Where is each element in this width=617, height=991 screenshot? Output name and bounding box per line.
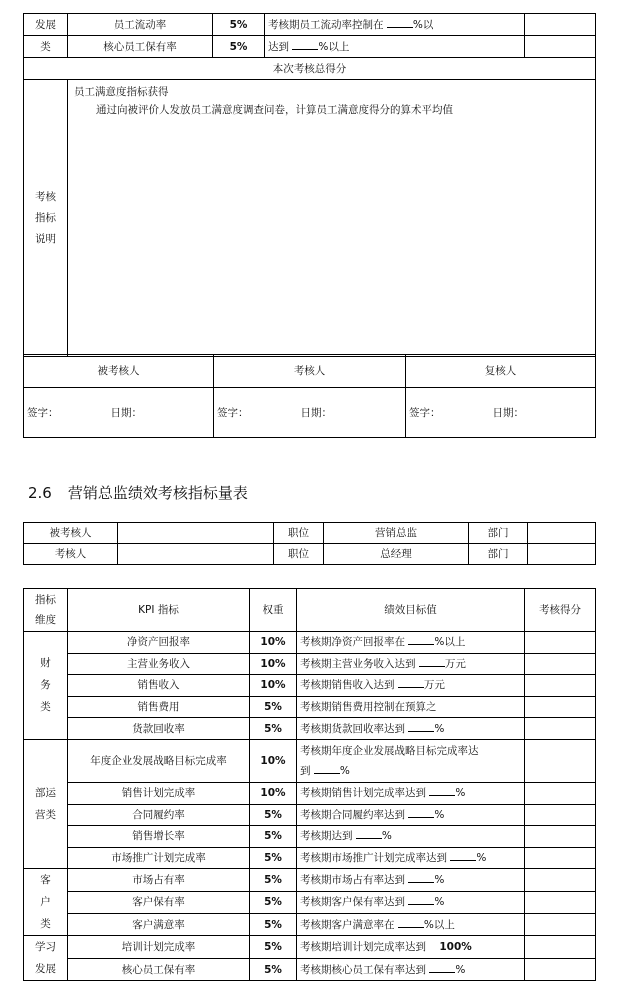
- weight-cell: 5%: [213, 14, 265, 36]
- kpi-target-cell: 考核期培训计划完成率达到 100%: [297, 936, 525, 959]
- kpi-weight-cell: 10%: [250, 653, 297, 675]
- kpi-indicator-cell: 销售费用: [68, 696, 250, 718]
- description-title: 员工满意度指标获得: [74, 86, 169, 98]
- blank-line: [429, 960, 455, 973]
- kpi-row: [24, 847, 596, 869]
- kpi-weight-cell: 10%: [250, 782, 297, 804]
- blank-line: [419, 654, 445, 667]
- position-label: 职位: [274, 523, 324, 544]
- dimension-cell: 部运 营类: [24, 739, 68, 868]
- kpi-indicator-cell: 净资产回报率: [68, 632, 250, 654]
- section-heading: [28, 482, 248, 503]
- kpi-weight-cell: 10%: [250, 632, 297, 654]
- blank-line: [398, 675, 424, 688]
- kpi-indicator-cell: 销售计划完成率: [68, 782, 250, 804]
- role-assessee: 被考核人: [24, 355, 214, 388]
- header-dimension: 指标 维度: [24, 589, 68, 632]
- kpi-indicator-cell: 客户保有率: [68, 891, 250, 913]
- kpi-indicator-cell: 核心员工保有率: [68, 958, 250, 981]
- kpi-score-cell: [525, 718, 596, 740]
- total-score-label: 本次考核总得分: [24, 58, 596, 80]
- role-assessor: 考核人: [214, 355, 406, 388]
- score-cell: [525, 14, 596, 36]
- kpi-indicator-cell: 合同履约率: [68, 804, 250, 826]
- kpi-indicator-cell: 市场推广计划完成率: [68, 847, 250, 869]
- blank-line: [408, 870, 434, 883]
- kpi-target-cell: 考核期主营业务收入达到 万元: [297, 653, 525, 675]
- department-value: [528, 523, 596, 544]
- kpi-weight-cell: 5%: [250, 847, 297, 869]
- kpi-target-cell: 考核期年度企业发展战略目标完成率达 到 %: [297, 739, 525, 782]
- blank-line: [387, 15, 413, 28]
- position-label: 职位: [274, 544, 324, 565]
- score-cell: [525, 36, 596, 58]
- header-score: 考核得分: [525, 589, 596, 632]
- indicator-cell: 核心员工保有率: [68, 36, 213, 58]
- kpi-indicator-cell: 销售增长率: [68, 826, 250, 848]
- blank-line: [398, 915, 424, 928]
- kpi-row: [24, 804, 596, 826]
- kpi-row: [24, 653, 596, 675]
- kpi-indicator-cell: 培训计划完成率: [68, 936, 250, 959]
- dimension-cell: 客 户 类: [24, 869, 68, 936]
- kpi-target-cell: 考核期销售计划完成率达到 %: [297, 782, 525, 804]
- kpi-row: [24, 696, 596, 718]
- total-row: [24, 58, 596, 80]
- kpi-table: [23, 588, 596, 981]
- kpi-weight-cell: 5%: [250, 869, 297, 891]
- kpi-row: [24, 782, 596, 804]
- header-kpi: KPI 指标: [68, 589, 250, 632]
- position-value: 营销总监: [324, 523, 469, 544]
- department-label: 部门: [469, 523, 528, 544]
- kpi-score-cell: [525, 869, 596, 891]
- dimension-cell: 财 务 类: [24, 632, 68, 740]
- signature-cell: 签字： 日期：: [406, 388, 596, 438]
- kpi-score-cell: [525, 632, 596, 654]
- kpi-score-cell: [525, 696, 596, 718]
- kpi-score-cell: [525, 782, 596, 804]
- description-label: 考核 指标 说明: [24, 80, 68, 357]
- indicator-cell: 员工流动率: [68, 14, 213, 36]
- header-target: 绩效目标值: [297, 589, 525, 632]
- department-value: [528, 544, 596, 565]
- assessor-value: [118, 544, 274, 565]
- dimension-cell: 发展: [24, 14, 68, 36]
- kpi-row: [24, 891, 596, 913]
- kpi-row: [24, 826, 596, 848]
- header-weight: 权重: [250, 589, 297, 632]
- blank-line: [408, 632, 434, 645]
- table-row: [24, 14, 596, 36]
- target-cell: 考核期员工流动率控制在 %以: [265, 14, 525, 36]
- kpi-score-cell: [525, 847, 596, 869]
- kpi-target-cell: 考核期客户保有率达到 %: [297, 891, 525, 913]
- dimension-cell: 学习 发展: [24, 936, 68, 981]
- kpi-score-cell: [525, 936, 596, 959]
- kpi-weight-cell: 5%: [250, 936, 297, 959]
- description-body: 通过向被评价人发放员工满意度调查问卷，计算员工满意度得分的算术平均值: [96, 104, 453, 116]
- kpi-row: [24, 936, 596, 959]
- blank-line: [450, 848, 476, 861]
- dimension-cell: 类: [24, 36, 68, 58]
- kpi-score-cell: [525, 826, 596, 848]
- kpi-row: [24, 739, 596, 782]
- position-value: 总经理: [324, 544, 469, 565]
- kpi-score-cell: [525, 675, 596, 697]
- kpi-indicator-cell: 客户满意率: [68, 914, 250, 936]
- kpi-weight-cell: 5%: [250, 804, 297, 826]
- kpi-target-cell: 考核期市场推广计划完成率达到 %: [297, 847, 525, 869]
- kpi-target-cell: 考核期销售费用控制在预算之: [297, 696, 525, 718]
- kpi-weight-cell: 5%: [250, 958, 297, 981]
- kpi-weight-cell: 5%: [250, 718, 297, 740]
- assessor-label: 考核人: [24, 544, 118, 565]
- blank-line: [408, 719, 434, 732]
- kpi-target-cell: 考核期合同履约率达到 %: [297, 804, 525, 826]
- kpi-indicator-cell: 销售收入: [68, 675, 250, 697]
- kpi-row: [24, 914, 596, 936]
- top-assessment-table: [23, 13, 596, 80]
- blank-line: [408, 805, 434, 818]
- kpi-target-cell: 考核期货款回收率达到 %: [297, 718, 525, 740]
- signature-table: [23, 354, 596, 438]
- kpi-weight-cell: 10%: [250, 739, 297, 782]
- kpi-weight-cell: 5%: [250, 696, 297, 718]
- signature-cell: 签字： 日期：: [24, 388, 214, 438]
- kpi-row: [24, 958, 596, 981]
- kpi-weight-cell: 5%: [250, 826, 297, 848]
- kpi-score-cell: [525, 891, 596, 913]
- blank-line: [314, 761, 340, 774]
- kpi-indicator-cell: 主营业务收入: [68, 653, 250, 675]
- signature-cell: 签字： 日期：: [214, 388, 406, 438]
- kpi-score-cell: [525, 739, 596, 782]
- kpi-weight-cell: 10%: [250, 675, 297, 697]
- assessee-value: [118, 523, 274, 544]
- kpi-score-cell: [525, 804, 596, 826]
- blank-line: [429, 783, 455, 796]
- kpi-target-cell: 考核期净资产回报率在 %以上: [297, 632, 525, 654]
- kpi-row: [24, 869, 596, 891]
- kpi-row: [24, 675, 596, 697]
- kpi-weight-cell: 5%: [250, 891, 297, 913]
- kpi-target-cell: 考核期达到 %: [297, 826, 525, 848]
- table-row: [24, 36, 596, 58]
- section-number: 2.6: [28, 484, 52, 502]
- kpi-row: [24, 718, 596, 740]
- personnel-info-table: [23, 522, 596, 565]
- assessee-label: 被考核人: [24, 523, 118, 544]
- kpi-indicator-cell: 年度企业发展战略目标完成率: [68, 739, 250, 782]
- kpi-score-cell: [525, 958, 596, 981]
- kpi-target-cell: 考核期销售收入达到 万元: [297, 675, 525, 697]
- kpi-weight-cell: 5%: [250, 914, 297, 936]
- kpi-indicator-cell: 市场占有率: [68, 869, 250, 891]
- kpi-target-cell: 考核期市场占有率达到 %: [297, 869, 525, 891]
- department-label: 部门: [469, 544, 528, 565]
- section-title: 营销总监绩效考核指标量表: [67, 484, 248, 502]
- blank-line: [292, 37, 318, 50]
- description-content: [68, 80, 596, 357]
- weight-cell: 5%: [213, 36, 265, 58]
- kpi-target-cell: 考核期客户满意率在 %以上: [297, 914, 525, 936]
- role-reviewer: 复核人: [406, 355, 596, 388]
- kpi-score-cell: [525, 914, 596, 936]
- kpi-score-cell: [525, 653, 596, 675]
- blank-line: [408, 892, 434, 905]
- target-cell: 达到 %以上: [265, 36, 525, 58]
- kpi-indicator-cell: 货款回收率: [68, 718, 250, 740]
- kpi-row: [24, 632, 596, 654]
- blank-line: [356, 826, 382, 839]
- kpi-target-cell: 考核期核心员工保有率达到 %: [297, 958, 525, 981]
- indicator-description-table: [23, 79, 596, 357]
- kpi-header-row: [24, 589, 596, 632]
